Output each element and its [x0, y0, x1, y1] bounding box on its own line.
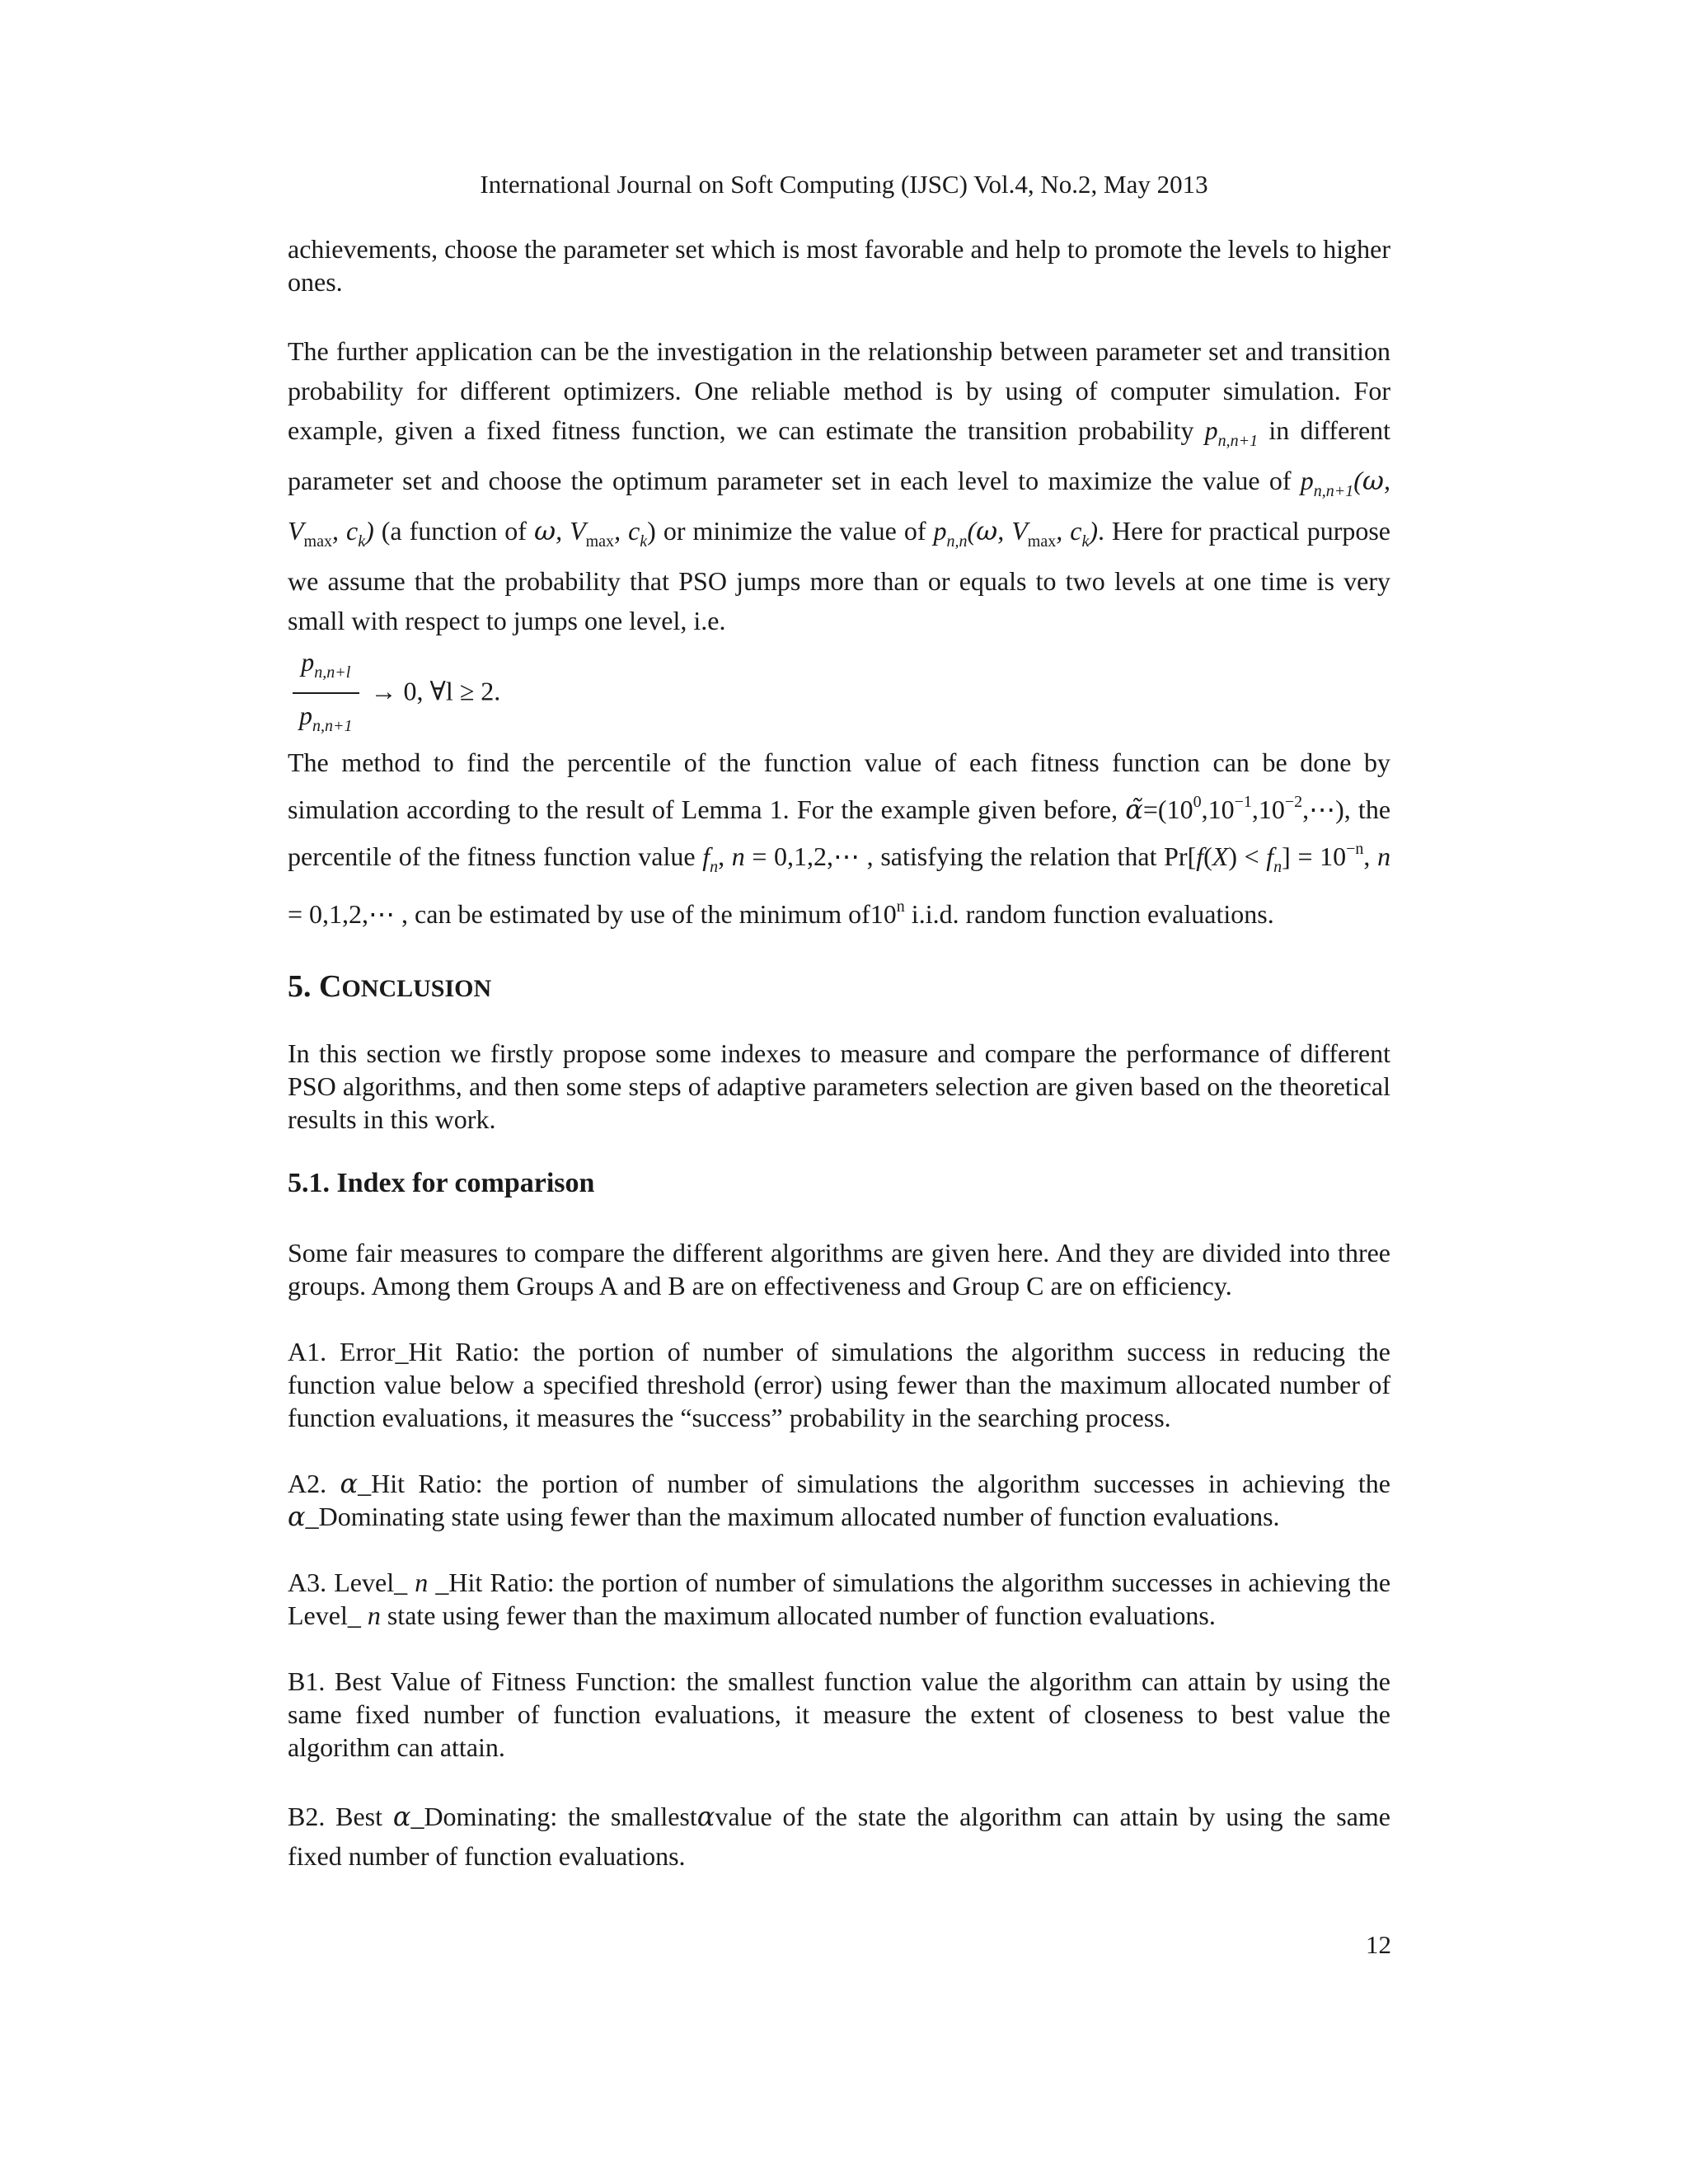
section-heading-5-1: 5.1. Index for comparison	[288, 1168, 595, 1198]
math-prob: $Pr[f(X) < f_n] = 10^{-n}$, n = 0,1,2,⋯ ,	[288, 840, 1391, 929]
math-p-func: $p_{n,n+1}(\omega$, $V_{max}$, $c_k$)	[288, 465, 1391, 551]
paragraph-4: In this section we firstly propose some indexes to measure and compare the performance of different PSO algorithms, and then some steps of adaptive parameters selection are given based on the theoretical results in this work.	[288, 1038, 1390, 1134]
section-heading-5: 5. CONCLUSION	[288, 969, 492, 1004]
body-content	[288, 232, 1390, 1876]
math-p-n-n1: $p_{n,n+1}$	[1204, 415, 1259, 450]
item-a3: A3. Level_ n _Hit Ratio: the portion of number of simulations the algorithm successes in achieving the Level_ n state using fewer than the maximum allocated number of function evaluations.	[288, 1568, 1391, 1630]
item-b1: B1. Best Value of Fitness Function: the smallest function value the algorithm can attain by using the same fixed number of function evaluations, it measure the extent of closeness to best value the algorithm can attain.	[288, 1666, 1390, 1762]
running-header: International Journal on Soft Computing (IJSC) Vol.4, No.2, May 2013	[480, 170, 1208, 199]
paragraph-1: achievements, choose the parameter set which is most favorable and help to promote the levels to higher ones.	[288, 234, 1390, 297]
limit-formula: $\frac{p_{n,n+l}}{p_{n,n+1}}$ → 0, ∀l ≥ 2.	[288, 645, 1390, 721]
item-a2: A2. α_Hit Ratio: the portion of number of simulations the algorithm successes in achieving the α_Dominating state using fewer than the maximum allocated number of function evaluations.	[288, 1468, 1391, 1532]
page-number: 12	[1366, 1930, 1391, 1959]
item-a1: A1. Error_Hit Ratio: the portion of number of simulations the algorithm success in reducing the function value below a specified threshold (error) using fewer than the maximum allocated number of function evaluations, it measures the “success” probability in the searching process.	[288, 1337, 1390, 1432]
math-alpha-vector: $\alphã=(10^0,10^{-1},10^{-2},\cdots)$,	[1125, 793, 1351, 825]
paragraph-3: The method to find the percentile of the function value of each fitness function can be done by simulation according to the result of Lemma 1. For the example given before, $\alphã=(10^0,10^{-1},10^{-2},\cdots)$, the percentile of the fitness function value $f_n$, n = 0,1,2,⋯ , satisfying the relation that $Pr[f(X) < f_n] = 10^{-n}$, n = 0,1,2,⋯ , can be estimated by use of the minimum of10$^n$ i.i.d. random function evaluations.	[288, 748, 1391, 929]
math-p-nn-func: $p_{n,n}(\omega$, $V_{max}$, $c_k$)	[933, 515, 1098, 551]
paragraph-5: Some fair measures to compare the different algorithms are given here. And they are divided into three groups. Among them Groups A and B are on effectiveness and Group C are on efficiency.	[288, 1238, 1390, 1301]
math-10n: 10$^n$	[870, 898, 905, 929]
math-fn: $f_n$, n = 0,1,2,⋯ ,	[702, 841, 874, 876]
paragraph-2: The further application can be the investigation in the relationship between parameter set and transition probability for different optimizers. One reliable method is by using of computer simulation. For example, given a fixed fitness function, we can estimate the transition probability $p_{n,n+1}$ in different parameter set and choose the optimum parameter set in each level to maximize the value of $p_{n,n+1}(\omega$, $V_{max}$, $c_k$) (a function of ω, $V_{max}$, $c_k$) or minimize the value of $p_{n,n}(\omega$, $V_{max}$, $c_k$). Here for practical purpose we assume that the probability that PSO jumps more than or equals to two levels at one time is very small with respect to jumps one level, i.e.	[288, 336, 1391, 635]
item-b2: B2. Best α_Dominating: the smallestαvalue of the state the algorithm can attain by using the same fixed number of function evaluations.	[288, 1801, 1391, 1871]
math-args: ω, $V_{max}$, $c_k$	[533, 515, 648, 551]
